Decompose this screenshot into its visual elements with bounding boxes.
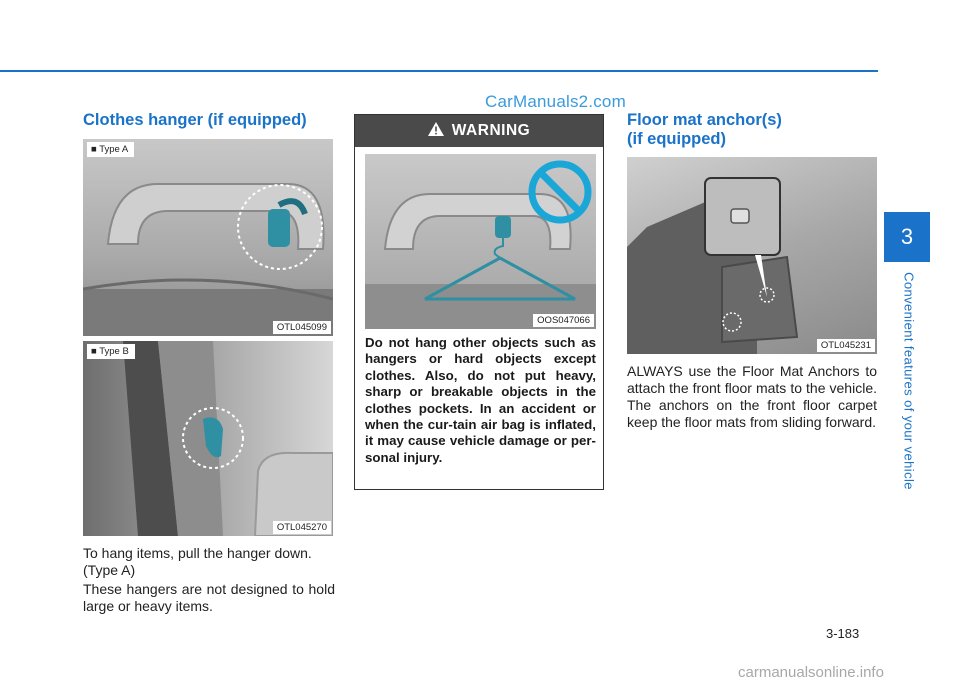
section-title-text: Convenient features of your vehicle — [901, 272, 917, 490]
hanger-caution: These hangers are not designed to hold large or heavy items. — [83, 581, 335, 614]
warning-heading: WARNING — [451, 122, 531, 139]
warning-box — [354, 114, 604, 490]
figure-b-code: OTL045270 — [273, 521, 331, 534]
warning-triangle-icon — [428, 122, 444, 141]
figure-type-b — [83, 341, 333, 536]
type-b-label: ■ Type B — [87, 344, 135, 359]
hanger-type-a-illustration — [83, 139, 333, 336]
floor-mat-title — [627, 111, 782, 149]
floor-mat-title-line1: Floor mat anchor(s) — [627, 111, 782, 129]
floor-mat-figure-code: OTL045231 — [817, 339, 875, 352]
top-rule — [0, 70, 878, 72]
floor-mat-anchor-illustration — [627, 157, 877, 354]
watermark-top[interactable]: CarManuals2.com — [485, 92, 626, 111]
figure-floor-mat — [627, 157, 877, 354]
floor-mat-text: ALWAYS use the Floor Mat Anchors to attach the front floor mats to the vehicle. The anchors on the front floor carpet keep the floor mats from sliding forward. — [627, 363, 877, 430]
hanger-type-b-illustration — [83, 341, 333, 536]
section-side-title — [897, 268, 921, 494]
type-a-label: ■ Type A — [87, 142, 134, 157]
figure-a-code: OTL045099 — [273, 321, 331, 334]
hanger-instruction: To hang items, pull the hanger down. (Type A) — [83, 545, 312, 578]
section-number-tab: 3 — [884, 212, 930, 262]
improper-hanging-illustration — [365, 154, 596, 329]
warning-header — [355, 115, 603, 147]
warning-text: Do not hang other objects such as hangers or hard objects except clothes. Also, do not put heavy, sharp or breakable objects in the clothes pockets. In an accident or when the cur-tain air bag is inflated, it may cause vehicle damage or per-sonal injury. — [365, 335, 596, 465]
warning-figure-code: OOS047066 — [533, 314, 594, 327]
floor-mat-title-line2: (if equipped) — [627, 130, 726, 148]
figure-type-a — [83, 139, 333, 336]
clothes-hanger-title: Clothes hanger (if equipped) — [83, 111, 307, 129]
page-number: 3-183 — [826, 626, 860, 641]
watermark-bottom[interactable]: carmanualsonline.info — [738, 664, 884, 681]
warning-figure — [365, 154, 596, 329]
